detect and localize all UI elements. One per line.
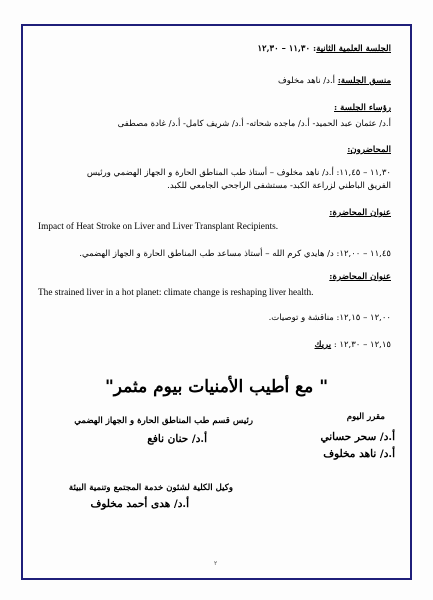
lecture-1-line-2: الفريق الباطني لزراعة الكبد- مستشفى الراجحي الجامعي للكبد.: [167, 181, 391, 191]
wishes-text: " مع أطيب الأمنيات بيوم مثمر": [104, 377, 329, 397]
coordinator-line: [278, 76, 391, 87]
topic-label-2: عنوان المحاضرة:: [329, 272, 391, 282]
break-time: ١٢,١٥ – ١٢,٣٠ :: [331, 340, 391, 350]
session-header: [257, 44, 391, 55]
rapporteur-name-2: أ.د/ ناهد مخلوف: [323, 448, 395, 460]
vice-dean-name: أ.د/ هدى أحمد مخلوف: [90, 498, 189, 510]
coordinator-name: أ.د/ ناهد مخلوف: [277, 76, 338, 86]
lecture-1-line-1: ١١,٣٠ – ١١,٤٥: أ.د/ ناهد مخلوف – أستاذ طب المناطق الحارة و الجهاز الهضمي ورئيس: [86, 168, 391, 178]
lecturers-label: المحاضرون:: [347, 145, 391, 155]
discussion-line: ١٢,٠٠ – ١٢,١٥: مناقشة و توصيات.: [268, 313, 391, 323]
topic-label-1: عنوان المحاضرة:: [329, 208, 391, 218]
chairs-label: رؤساء الجلسة :: [334, 103, 391, 113]
break-line: [315, 340, 391, 351]
chairs-names: أ.د/ عثمان عبد الحميد- أ.د/ ماجده شحاته- أ.د/ شريف كامل- أ.د/ غادة مصطفى: [117, 119, 391, 129]
topic-1: Impact of Heat Stroke on Liver and Liver Transplant Recipients.: [38, 222, 279, 232]
department-head-name: أ.د/ حنان نافع: [147, 433, 207, 445]
lecture-2: ١١,٤٥ – ١٢,٠٠: د/ هايدي كرم الله – أستاذ مساعد طب المناطق الحارة و الجهاز الهضمي.: [79, 249, 391, 259]
break-label: بريك: [314, 340, 332, 350]
session-title: الجلسة العلمية الثانية: [316, 44, 391, 54]
department-head-title: رئيس قسم طب المناطق الحارة و الجهاز الهضمي: [74, 416, 253, 426]
topic-2: The strained liver in a hot planet: climate change is reshaping liver health.: [38, 288, 314, 298]
session-time: : ١١,٣٠ – ١٢,٣٠: [257, 44, 317, 54]
page-number: ٢: [214, 560, 218, 567]
vice-dean-title: وكيل الكلية لشئون خدمة المجتمع وتنمية البيئة: [68, 483, 233, 493]
rapporteur-title: مقرر اليوم: [346, 412, 385, 422]
coordinator-label: منسق الجلسة:: [337, 76, 391, 86]
rapporteur-name-1: أ.د/ سحر حساني: [320, 431, 395, 443]
